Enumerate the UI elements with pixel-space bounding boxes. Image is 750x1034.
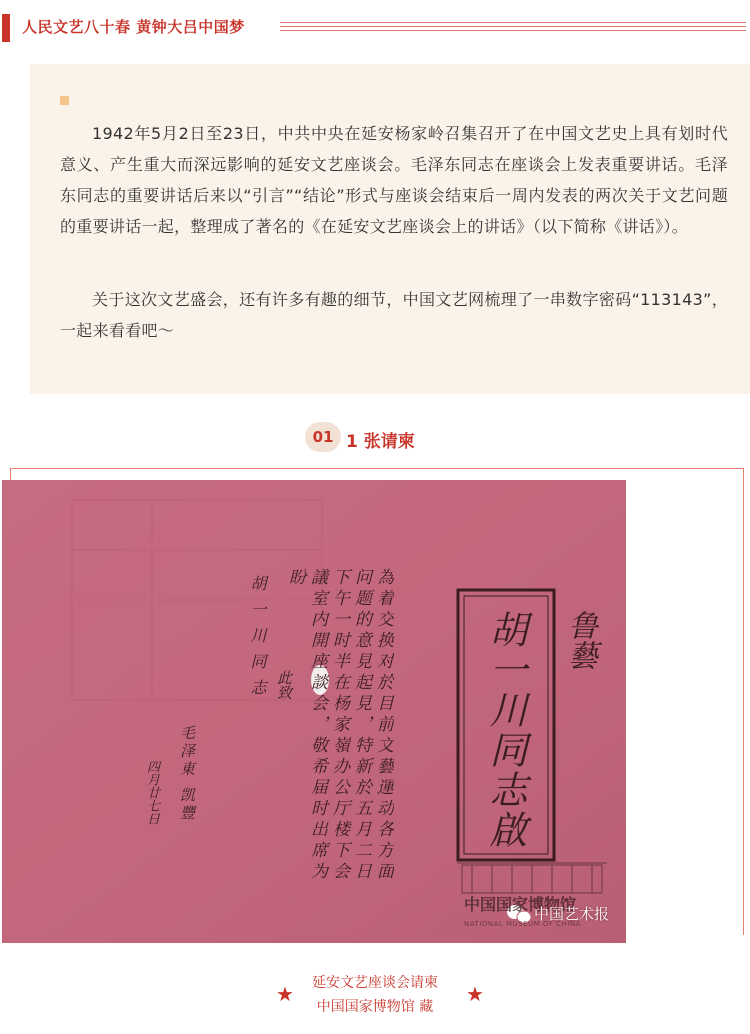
invitation-photo (2, 480, 626, 943)
header-decorative-lines (280, 22, 746, 34)
intro-paragraph-1: 1942年5月2日至23日，中共中央在延安杨家岭召集召开了在中国文艺史上具有划时代意义、产生重大而深远影响的延安文艺座谈会。毛泽东同志在座谈会上发表重要讲话。毛泽东同志的重要讲话后来以“引言”“结论”形式与座谈会结束后一周内发表的两次关于文艺问题的重要讲话一起，整理成了著名的《在延安文艺座谈会上的讲话》（以下简称《讲话》）。 (60, 124, 728, 236)
envelope-addressee: 胡一川同志啟 (483, 610, 527, 850)
museum-logo-text: 中国国家博物馆 (464, 895, 577, 914)
star-icon: ★ (276, 982, 294, 1006)
photo-caption (0, 960, 750, 1030)
letter-closing: 此致 (275, 670, 293, 700)
caption-line-2: 中国国家博物馆 藏 (316, 999, 434, 1015)
envelope-sender: 鲁藝 (562, 610, 597, 670)
intro-box (30, 64, 750, 394)
section-number-badge: 01 (305, 422, 341, 452)
caption-line-1: 延安文艺座谈会请柬 (312, 975, 438, 991)
header-title: 人民文艺八十春 黄钟大吕中国梦 (22, 18, 245, 36)
watermark-text: 中国艺术报 (534, 905, 610, 923)
section-heading (0, 418, 750, 458)
letter-date: 四月廿七日 (144, 760, 159, 825)
article-header (0, 0, 750, 48)
section-title: 1 张请柬 (346, 432, 415, 452)
museum-logo-english: NATIONAL MUSEUM OF CHINA (464, 920, 581, 928)
intro-square-marker (60, 96, 69, 105)
star-icon: ★ (466, 982, 484, 1006)
letter-body: 為着交换对於目前文藝運动各方面问题的意見起見，特新於五月二日下午一时半在杨家嶺办公厅楼下会議室内開座談会，敬希届时出席为盼 (285, 568, 393, 883)
letter-greeting: 胡一川同志 (248, 575, 267, 705)
header-accent-bar (2, 14, 10, 42)
letter-signers: 毛泽東 凯豐 (178, 725, 196, 823)
intro-paragraph-2: 关于这次文艺盛会，还有许多有趣的细节，中国文艺网梳理了一串数字密码“113143”，一起来看看吧～ (60, 290, 728, 340)
